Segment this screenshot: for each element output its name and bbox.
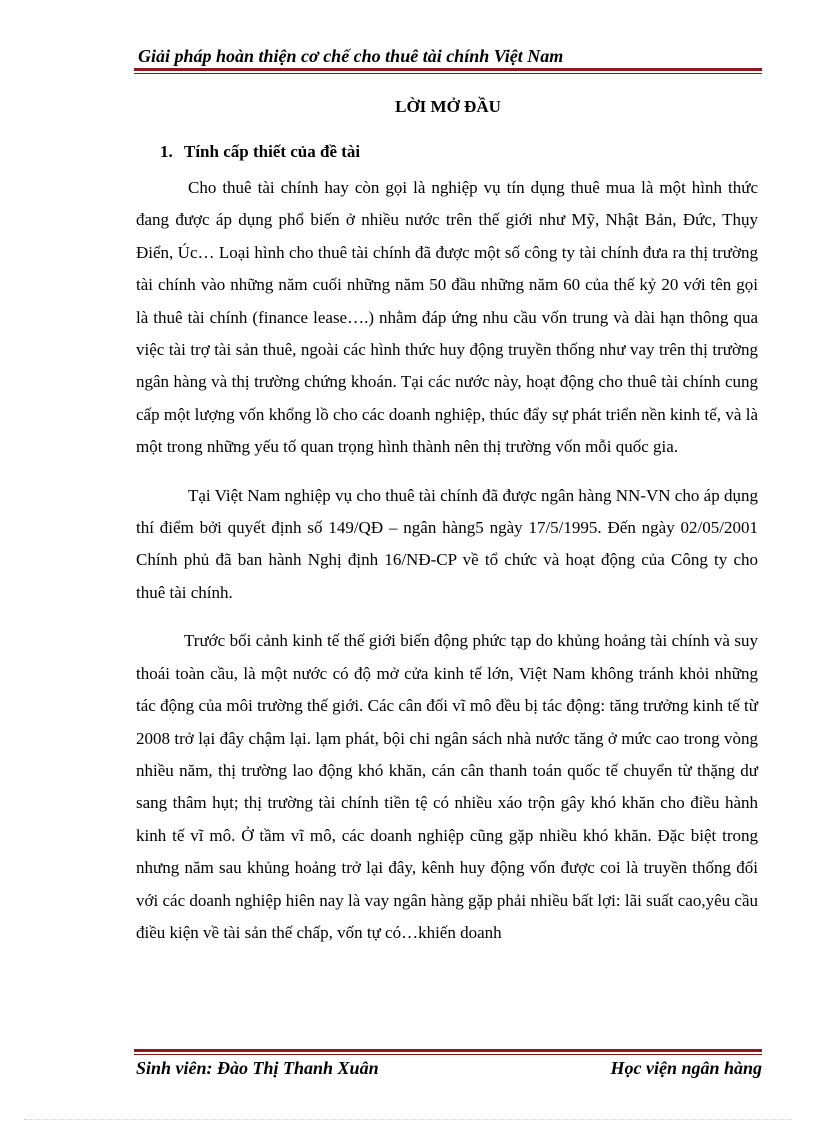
footer-student: Sinh viên: Đào Thị Thanh Xuân: [136, 1058, 379, 1078]
section-title: Tính cấp thiết của đề tài: [184, 142, 361, 161]
header-divider: [134, 68, 762, 74]
body-text: [136, 172, 758, 965]
paragraph: Trước bối cảnh kinh tế thế giới biến động phức tạp do khủng hoảng tài chính và suy thoái toàn cầu, là một nước có độ mở cửa kinh tế lớn, Việt Nam không tránh khỏi những tác động của môi trường thế giới. Các cân đối vĩ mô đều bị tác động: tăng trưởng kinh tế từ 2008 trở lại đây chậm lại. lạm phát, bội chi ngân sách nhà nước tăng ở mức cao trong vòng nhiều năm, thị trường lao động khó khăn, cán cân thanh toán quốc tế chuyển từ thặng dư sang thâm hụt; thị trường tài chính tiền tệ có nhiều xáo trộn gây khó khăn cho điều hành kinh tế vĩ mô. Ở tầm vĩ mô, các doanh nghiệp cũng gặp nhiều khó khăn. Đặc biệt trong nhưng năm sau khủng hoảng trở lại đây, kênh huy động vốn được coi là truyền thống đối với các doanh nghiệp hiên nay là vay ngân hàng gặp phải nhiều bất lợi: lãi suất cao,yêu cầu điều kiện về tài sản thế chấp, vốn tự có…khiến doanh: [136, 631, 758, 942]
document-heading: LỜI MỞ ĐẦU: [395, 97, 501, 116]
paragraph: Tại Việt Nam nghiệp vụ cho thuê tài chính đã được ngân hàng NN-VN cho áp dụng thí điểm bởi quyết định số 149/QĐ – ngân hàng5 ngày 17/5/1995. Đến ngày 02/05/2001 Chính phủ đã ban hành Nghị định 16/NĐ-CP về tổ chức và hoạt động của Công ty cho thuê tài chính.: [136, 485, 758, 602]
paragraph: Cho thuê tài chính hay còn gọi là nghiệp vụ tín dụng thuê mua là một hình thức đang được áp dụng phổ biến ở nhiều nước trên thế giới như Mỹ, Nhật Bản, Đức, Thụy Điển, Úc… Loại hình cho thuê tài chính đã được một số công ty tài chính đưa ra thị trường tài chính vào những năm cuối những năm 50 đầu những năm 60 của thế kỷ 20 với tên gọi là thuê tài chính (finance lease….) nhằm đáp ứng nhu cầu vốn trung và dài hạn thông qua việc tài trợ tài sản thuê, ngoài các hình thức huy động truyền thống như vay trên thị trường ngân hàng và thị trường chứng khoán. Tại các nước này, hoạt động cho thuê tài chính cung cấp một lượng vốn khổng lồ cho các doanh nghiệp, thúc đẩy sự phát triển nền kinh tế, và là một trong những yếu tố quan trọng hình thành nên thị trường vốn mỗi quốc gia.: [136, 178, 758, 457]
section-number: 1.: [160, 142, 173, 161]
page-edge-divider: [24, 1119, 792, 1120]
section-heading: [160, 141, 360, 163]
footer-divider: [134, 1049, 762, 1055]
footer-institution: Học viện ngân hàng: [610, 1058, 762, 1078]
running-header-title: Giải pháp hoàn thiện cơ chế cho thuê tài chính Việt Nam: [138, 46, 564, 66]
